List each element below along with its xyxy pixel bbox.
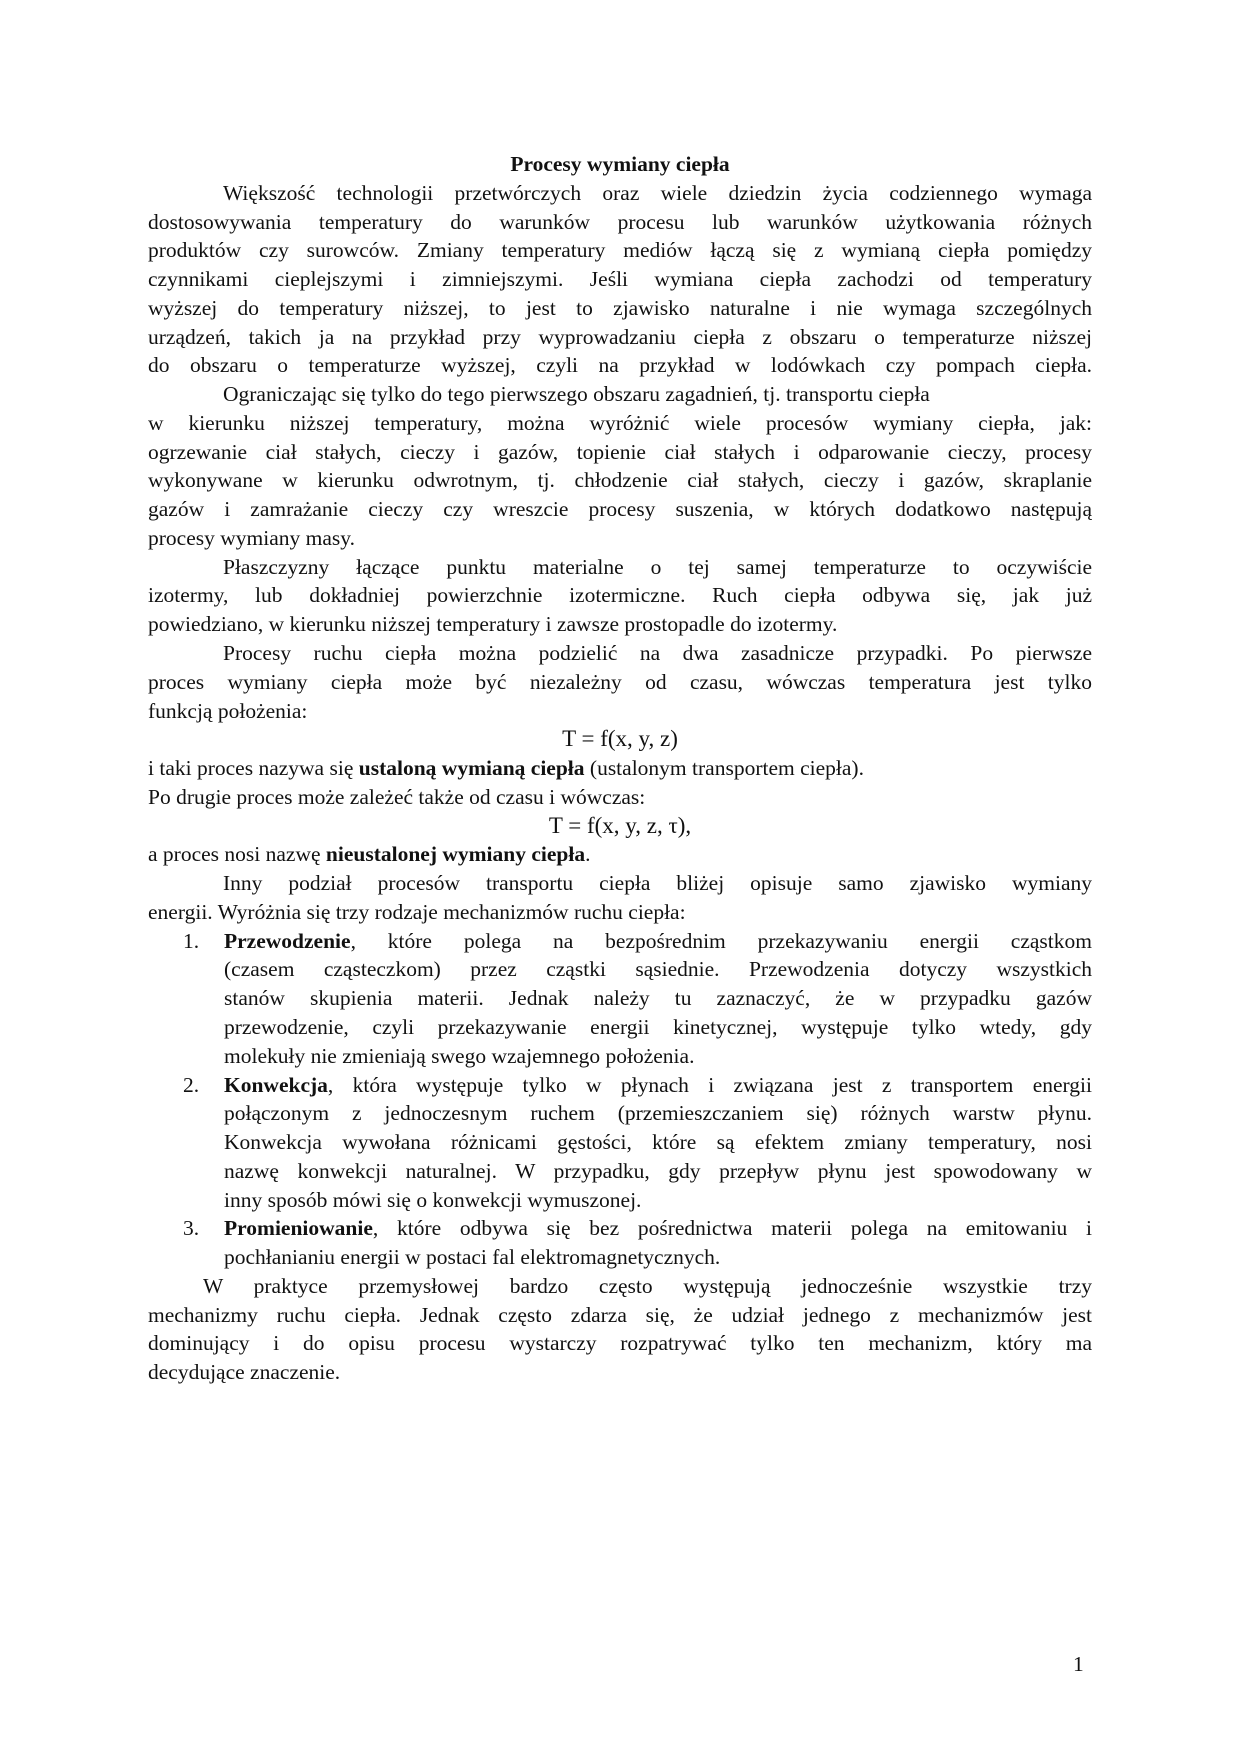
text-line: Płaszczyzny łączące punktu materialne o tej samej temperaturze to oczywiście [223, 554, 1092, 579]
paragraph-mechanisms [148, 869, 1092, 927]
text: a proces nosi nazwę [148, 842, 326, 867]
text-line: gazów i zamrażanie cieczy czy wreszcie procesy suszenia, w których dodatkowo następują [148, 497, 1092, 522]
text-line: funkcją położenia: [148, 698, 308, 723]
text-line: pochłanianiu energii w postaci fal elektromagnetycznych. [224, 1245, 721, 1270]
list-item [148, 1071, 1092, 1215]
paragraph-cases [148, 639, 1092, 869]
text: i taki proces nazywa się [148, 756, 359, 781]
text-line: Procesy ruchu ciepła można podzielić na dwa zasadnicze przypadki. Po pierwsze [223, 641, 1092, 666]
text-line: Ograniczając się tylko do tego pierwszego obszaru zagadnień, tj. transportu ciepła [223, 382, 930, 407]
page-title: Procesy wymiany ciepła [510, 152, 730, 176]
list-number: 1. [183, 928, 200, 953]
text-line: przewodzenie, czyli przekazywanie energii kinetycznej, występuje tylko wtedy, gdy [224, 1014, 1092, 1039]
term: Przewodzenie [224, 928, 351, 953]
text-line: inny sposób mówi się o konwekcji wymuszonej. [224, 1187, 642, 1212]
text-line: decydujące znaczenie. [148, 1360, 341, 1385]
list-number: 2. [183, 1072, 200, 1097]
text: , która występuje tylko w płynach i związana jest z transportem energii [327, 1072, 1092, 1097]
paragraph-intro [148, 179, 1092, 380]
text-line: stanów skupienia materii. Jednak należy tu zaznaczyć, że w przypadku gazów [224, 986, 1092, 1011]
steady-definition [148, 754, 1092, 783]
text-line: izotermy, lub dokładniej powierzchnie izotermiczne. Ruch ciepła odbywa się, jak już [148, 583, 1092, 608]
page-number: 1 [1073, 1652, 1084, 1676]
text-line: czynnikami cieplejszymi i zimniejszymi. Jeśli wymiana ciepła zachodzi od temperatury [148, 267, 1092, 292]
document-page [148, 150, 1092, 1387]
text-line: Inny podział procesów transportu ciepła bliżej opisuje samo zjawisko wymiany [223, 871, 1092, 896]
text-line: Większość technologii przetwórczych oraz wiele dziedzin życia codziennego wymaga [223, 180, 1092, 205]
text-line: wyższej do temperatury niższej, to jest to zjawisko naturalne i nie wymaga szczególnych [148, 295, 1092, 320]
text-line: mechanizmy ruchu ciepła. Jednak często zdarza się, że udział jednego z mechanizmów jest [148, 1302, 1092, 1327]
text-line: w kierunku niższej temperatury, można wyróżnić wiele procesów wymiany ciepła, jak: [148, 410, 1092, 435]
text-line: dostosowywania temperatury do warunków procesu lub warunków użytkowania różnych [148, 209, 1092, 234]
text-line: połączonym z jednoczesnym ruchem (przemieszczaniem się) różnych warstw płynu. [224, 1101, 1092, 1126]
text-line: Konwekcja wywołana różnicami gęstości, które są efektem zmiany temperatury, nosi [224, 1130, 1092, 1155]
text-line: urządzeń, takich ja na przykład przy wyprowadzaniu ciepła z obszaru o temperaturze niższej [148, 324, 1092, 349]
text-line: powiedziano, w kierunku niższej temperatury i zawsze prostopadle do izotermy. [148, 612, 838, 637]
text-line: dominujący i do opisu procesu wystarczy rozpatrywać tylko ten mechanizm, który ma [148, 1331, 1092, 1356]
text-line: produktów czy surowców. Zmiany temperatury mediów łączą się z wymianą ciepła pomiędzy [148, 238, 1092, 263]
text-line: do obszaru o temperaturze wyższej, czyli na przykład w lodówkach czy pompach ciepła. [148, 353, 1092, 378]
text: . [585, 842, 591, 867]
mechanism-list [148, 927, 1092, 1272]
text-line: energii. Wyróżnia się trzy rodzaje mechanizmów ruchu ciepła: [148, 899, 686, 924]
term: Promieniowanie [224, 1216, 373, 1241]
list-number: 3. [183, 1216, 200, 1241]
text-line: procesy wymiany masy. [148, 525, 355, 550]
paragraph-practice [148, 1272, 1092, 1387]
text-line: proces wymiany ciepła może być niezależny od czasu, wówczas temperatura jest tylko [148, 669, 1092, 694]
text-line: Po drugie proces może zależeć także od czasu i wówczas: [148, 784, 646, 809]
term-unsteady: nieustalonej wymiany ciepła [325, 842, 586, 867]
paragraph-processes [148, 380, 1092, 553]
formula-unsteady: T = f(x, y, z, τ), [548, 812, 692, 838]
term-steady: ustaloną wymianą ciepła [358, 756, 585, 781]
text-line: W praktyce przemysłowej bardzo często występują jednocześnie wszystkie trzy [203, 1273, 1092, 1298]
paragraph-isotherms [148, 553, 1092, 639]
unsteady-definition [148, 840, 1092, 869]
term: Konwekcja [224, 1072, 328, 1097]
list-item-first-line [148, 927, 1092, 956]
text-line: wykonywane w kierunku odwrotnym, tj. chłodzenie ciał stałych, cieczy i gazów, skraplanie [148, 468, 1092, 493]
list-item [148, 1214, 1092, 1272]
text: (ustalonym transportem ciepła). [584, 756, 864, 781]
text: , które odbywa się bez pośrednictwa materii polega na emitowaniu i [372, 1216, 1092, 1241]
formula-steady: T = f(x, y, z) [562, 726, 678, 752]
text-line: nazwę konwekcji naturalnej. W przypadku, gdy przepływ płynu jest spowodowany w [224, 1158, 1092, 1183]
list-item-first-line [148, 1071, 1092, 1100]
text: , które polega na bezpośrednim przekazywaniu energii cząstkom [350, 928, 1092, 953]
list-item [148, 927, 1092, 1071]
text-line: (czasem cząsteczkom) przez cząstki sąsiednie. Przewodzenia dotyczy wszystkich [224, 957, 1092, 982]
text-line: ogrzewanie ciał stałych, cieczy i gazów, topienie ciał stałych i odparowanie cieczy, procesy [148, 439, 1092, 464]
text-line: molekuły nie zmieniają swego wzajemnego położenia. [224, 1043, 695, 1068]
list-item-first-line [148, 1214, 1092, 1243]
